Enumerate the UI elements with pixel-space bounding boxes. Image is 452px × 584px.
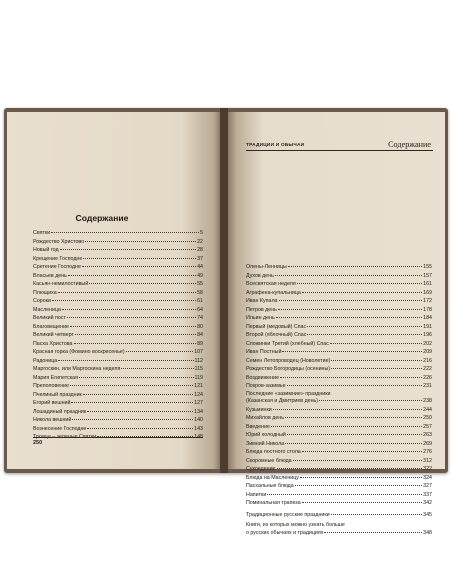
dot-leader bbox=[285, 443, 422, 444]
running-head-right: Содержание bbox=[388, 140, 431, 149]
dot-leader bbox=[87, 411, 193, 412]
dot-leader bbox=[287, 434, 422, 435]
toc-entry-page: 5 bbox=[200, 230, 203, 236]
toc-entry bbox=[246, 448, 432, 457]
dot-leader bbox=[83, 394, 193, 395]
toc-entry bbox=[33, 306, 203, 315]
toc-entry-page: 127 bbox=[194, 400, 203, 406]
toc-entry bbox=[246, 340, 432, 349]
toc-entry-page: 196 bbox=[423, 332, 432, 338]
toc-entry bbox=[246, 406, 432, 415]
dot-leader bbox=[282, 351, 422, 352]
dot-leader bbox=[307, 334, 422, 335]
toc-entry-title: Поминальная трапеза bbox=[246, 500, 301, 506]
toc-entry-page: 44 bbox=[197, 264, 203, 270]
toc-entry-page: 169 bbox=[423, 289, 432, 296]
toc-entry-title: Благовещение bbox=[33, 323, 69, 330]
dot-leader bbox=[51, 232, 199, 233]
toc-entry-page: 348 bbox=[423, 529, 432, 536]
header-rule bbox=[246, 150, 433, 151]
toc-entry-title: Радоница bbox=[33, 357, 58, 364]
toc-entry bbox=[246, 465, 432, 474]
toc-entry-page: 143 bbox=[194, 425, 203, 432]
toc-entry-page: 37 bbox=[197, 255, 203, 262]
toc-entry-title: Масленица bbox=[33, 306, 61, 313]
toc-entry bbox=[33, 425, 203, 434]
toc-entry-title-cont: о русских обычаях и традициях bbox=[246, 529, 324, 536]
dot-leader bbox=[302, 502, 422, 503]
toc-entry bbox=[246, 423, 432, 432]
dot-leader bbox=[297, 283, 422, 284]
toc-entry-title: Духов день bbox=[246, 272, 274, 279]
toc-entry-page: 342 bbox=[423, 500, 432, 506]
dot-leader bbox=[60, 249, 197, 250]
toc-entry-title: Покров-зазимье bbox=[246, 383, 286, 389]
dot-leader bbox=[287, 385, 423, 386]
dot-leader bbox=[121, 368, 193, 369]
toc-entry-title: Михайлов день bbox=[246, 415, 284, 421]
dot-leader bbox=[89, 283, 196, 284]
toc-entry-title: Второй (яблочный) Спас bbox=[246, 332, 307, 338]
toc-entry-page: 184 bbox=[423, 315, 432, 321]
book-gutter bbox=[220, 108, 228, 473]
toc-entry-page: 226 bbox=[423, 374, 432, 381]
toc-entry-title: Кузьминки bbox=[246, 406, 272, 413]
toc-entry bbox=[246, 314, 432, 323]
dot-leader bbox=[280, 377, 422, 378]
toc-entry-page: 119 bbox=[194, 374, 203, 381]
toc-entry bbox=[33, 323, 203, 332]
dot-leader bbox=[285, 417, 422, 418]
toc-entry bbox=[246, 491, 432, 500]
toc-entry bbox=[33, 357, 203, 366]
toc-entry bbox=[246, 348, 432, 357]
toc-entry-page: 28 bbox=[197, 247, 203, 253]
toc-entry-title: Крещение Господне bbox=[33, 255, 83, 262]
toc-entry-page: 250 bbox=[423, 415, 432, 421]
toc-entry bbox=[246, 365, 432, 374]
toc-entry-title: Ильин день bbox=[246, 315, 275, 321]
toc-entry-title: Плющиха bbox=[33, 289, 57, 296]
toc-entry-page: 161 bbox=[423, 281, 432, 287]
toc-entry-page: 64 bbox=[197, 306, 203, 313]
toc-entry-title: Иван Купала bbox=[246, 298, 278, 304]
toc-entry-page: 134 bbox=[194, 408, 203, 415]
dot-leader bbox=[79, 377, 194, 378]
footer-rule bbox=[33, 437, 203, 438]
toc-entry-title: Вознесение Господне bbox=[33, 425, 87, 432]
toc-entry-title: Блюда постного стола bbox=[246, 449, 301, 455]
toc-entry-page: 209 bbox=[423, 349, 432, 355]
toc-entry bbox=[33, 229, 203, 238]
toc-entry-title: Красная горка (Фомино воскресенье) bbox=[33, 349, 125, 355]
toc-entry bbox=[33, 348, 203, 357]
toc-entry-page: 178 bbox=[423, 306, 432, 313]
dot-leader bbox=[72, 419, 193, 420]
toc-entry-page: 257 bbox=[423, 423, 432, 430]
dot-leader bbox=[302, 292, 422, 293]
toc-entry-title: Сукоедение bbox=[246, 466, 276, 472]
toc-entry-title: Мария Египетская bbox=[33, 374, 78, 381]
toc-entry bbox=[33, 238, 203, 247]
running-head-left: ТРАДИЦИИ И ОБЫЧАИ bbox=[246, 143, 305, 148]
toc-entry-page: 74 bbox=[197, 315, 203, 321]
toc-entry-title: Пчелиный праздник bbox=[33, 391, 82, 398]
toc-entry bbox=[246, 414, 432, 423]
toc-entry-title: Введение bbox=[246, 423, 270, 430]
toc-entry-multiline bbox=[246, 522, 432, 537]
toc-entry-page: 124 bbox=[194, 391, 203, 398]
toc-entry-title: Великий пост bbox=[33, 315, 66, 321]
toc-entry bbox=[33, 374, 203, 383]
toc-entry bbox=[33, 314, 203, 323]
toc-entry bbox=[246, 374, 432, 383]
toc-entry-title: Традиционные русские праздники bbox=[246, 511, 330, 518]
toc-entry-page: 55 bbox=[197, 281, 203, 287]
toc-entry-title: Касьян-немилостивый bbox=[33, 281, 89, 287]
dot-leader bbox=[83, 258, 196, 259]
toc-entry-title: Пасхальные блюда bbox=[246, 483, 294, 489]
dot-leader bbox=[87, 428, 193, 429]
dot-leader bbox=[278, 309, 422, 310]
toc-entry-page: 269 bbox=[423, 440, 432, 447]
dot-leader bbox=[271, 426, 422, 427]
toc-entry-title: Воздвижение bbox=[246, 374, 279, 381]
toc-entry-title: Великий четверг bbox=[33, 332, 74, 338]
toc-entry bbox=[33, 272, 203, 281]
dot-leader bbox=[67, 317, 196, 318]
toc-entry-title: Скоромные блюда bbox=[246, 457, 292, 464]
toc-entry-title: Зимний Никола bbox=[246, 440, 285, 447]
dot-leader bbox=[319, 400, 422, 401]
dot-leader bbox=[295, 485, 422, 486]
toc-entry-title: Петров день bbox=[246, 306, 277, 313]
toc-entry bbox=[33, 246, 203, 255]
toc-entry-title: Юрий холодный bbox=[246, 432, 286, 438]
toc-entry-page: 238 bbox=[423, 398, 432, 404]
toc-entry-page: 89 bbox=[197, 340, 203, 347]
toc-entry-title: Первый (медовый) Спас bbox=[246, 323, 307, 330]
toc-entry-page: 222 bbox=[423, 366, 432, 372]
toc-entry-page: 231 bbox=[423, 383, 432, 389]
toc-entry-title: Преполовение bbox=[33, 383, 70, 389]
toc-entry-page: 324 bbox=[423, 474, 432, 481]
toc-entry bbox=[246, 474, 432, 483]
contents-title: Содержание bbox=[75, 213, 129, 223]
toc-entry-page: 22 bbox=[197, 238, 203, 245]
right-page bbox=[228, 112, 445, 536]
toc-entry bbox=[246, 431, 432, 440]
page-number: 250 bbox=[33, 440, 43, 446]
toc-entry bbox=[33, 365, 203, 374]
dot-leader bbox=[75, 334, 197, 335]
toc-entry-multiline bbox=[246, 391, 432, 406]
toc-entry bbox=[246, 357, 432, 366]
toc-entry bbox=[246, 272, 432, 281]
dot-leader bbox=[62, 309, 196, 310]
toc-entry-page: 276 bbox=[423, 449, 432, 455]
toc-entry bbox=[33, 263, 203, 272]
toc-entry-page: 157 bbox=[423, 272, 432, 279]
toc-list-right bbox=[246, 263, 432, 537]
toc-entry-title: Аграфена-купальница bbox=[246, 289, 301, 296]
toc-entry bbox=[33, 416, 203, 425]
dot-leader bbox=[58, 360, 193, 361]
toc-entry-page: 61 bbox=[197, 298, 203, 304]
toc-entry-title: Напитки bbox=[246, 491, 267, 498]
dot-leader bbox=[293, 460, 423, 461]
toc-entry-title: Семен Летопроводец (Новолетие) bbox=[246, 357, 331, 364]
toc-entry-page: 244 bbox=[423, 406, 432, 413]
toc-entry-page: 148 bbox=[194, 434, 203, 440]
toc-entry-page: 140 bbox=[194, 417, 203, 423]
open-book bbox=[4, 108, 448, 536]
toc-entry bbox=[246, 499, 432, 508]
dot-leader bbox=[302, 451, 422, 452]
toc-entry-title: Спожинки Третий (хлебный) Спас bbox=[246, 340, 329, 347]
dot-leader bbox=[330, 343, 422, 344]
toc-entry-page: 345 bbox=[423, 511, 432, 518]
toc-entry-title: Пасха Христова bbox=[33, 340, 73, 347]
toc-entry-title: Егорий вешний bbox=[33, 400, 71, 406]
toc-entry bbox=[246, 280, 432, 289]
toc-entry bbox=[246, 289, 432, 298]
toc-entry-page: 112 bbox=[194, 357, 203, 364]
toc-entry bbox=[246, 306, 432, 315]
toc-entry bbox=[246, 482, 432, 491]
dot-leader bbox=[267, 494, 422, 495]
toc-entry-title-cont: (Казанская и Дмитриев день) bbox=[246, 398, 319, 404]
toc-entry bbox=[246, 440, 432, 449]
dot-leader bbox=[71, 402, 193, 403]
dot-leader bbox=[276, 317, 422, 318]
toc-entry bbox=[246, 263, 432, 272]
toc-entry-page: 216 bbox=[423, 357, 432, 364]
toc-entry-title: Сретение Господне bbox=[33, 264, 81, 270]
toc-entry-page: 172 bbox=[423, 298, 432, 304]
toc-entry-page: 312 bbox=[423, 457, 432, 464]
toc-entry-page: 80 bbox=[197, 323, 203, 330]
dot-leader bbox=[324, 532, 422, 533]
toc-entry bbox=[246, 457, 432, 466]
toc-entry-page: 263 bbox=[423, 432, 432, 438]
toc-entry bbox=[246, 323, 432, 332]
dot-leader bbox=[82, 266, 196, 267]
dot-leader bbox=[74, 343, 197, 344]
toc-entry bbox=[33, 280, 203, 289]
toc-entry-page: 121 bbox=[194, 383, 203, 389]
toc-entry-title: Книги, из которых можно узнать больше bbox=[246, 522, 345, 528]
dot-leader bbox=[68, 275, 196, 276]
toc-list-left bbox=[33, 229, 203, 442]
toc-entry-title: Святки bbox=[33, 230, 51, 236]
dot-leader bbox=[279, 300, 423, 301]
dot-leader bbox=[273, 409, 422, 410]
toc-entry bbox=[33, 255, 203, 264]
toc-entry-title: Всесвятская неделя bbox=[246, 281, 296, 287]
left-page bbox=[7, 112, 220, 469]
dot-leader bbox=[70, 385, 193, 386]
toc-entry bbox=[246, 382, 432, 391]
toc-entry-title: Рождество Богородицы (осенины) bbox=[246, 366, 331, 372]
dot-leader bbox=[85, 241, 196, 242]
toc-entry bbox=[33, 289, 203, 298]
toc-entry-page: 155 bbox=[423, 264, 432, 270]
toc-entry-page: 191 bbox=[423, 323, 432, 330]
dot-leader bbox=[307, 326, 422, 327]
toc-entry bbox=[33, 408, 203, 417]
toc-entry bbox=[33, 331, 203, 340]
toc-entry-page: 322 bbox=[423, 466, 432, 472]
toc-entry-page: 58 bbox=[197, 289, 203, 296]
toc-entry bbox=[33, 340, 203, 349]
toc-entry bbox=[246, 297, 432, 306]
toc-entry-title: Власьев день bbox=[33, 272, 67, 279]
dot-leader bbox=[300, 477, 422, 478]
dot-leader bbox=[58, 292, 196, 293]
toc-entry-page: 49 bbox=[197, 272, 203, 279]
toc-entry-page: 337 bbox=[423, 491, 432, 498]
dot-leader bbox=[70, 326, 196, 327]
toc-entry-page: 115 bbox=[194, 366, 203, 372]
dot-leader bbox=[52, 300, 196, 301]
toc-entry bbox=[33, 382, 203, 391]
toc-entry-title: Сороки bbox=[33, 298, 51, 304]
toc-entry-page: 327 bbox=[423, 483, 432, 489]
toc-entry bbox=[33, 297, 203, 306]
toc-entry bbox=[246, 511, 432, 520]
toc-entry-title: Олены-Ленницы bbox=[246, 264, 287, 270]
toc-entry-title: Рождество Христово bbox=[33, 238, 85, 245]
dot-leader bbox=[275, 275, 422, 276]
toc-entry-page: 107 bbox=[194, 349, 203, 355]
toc-entry-title: Блюда на Масленицу bbox=[246, 474, 299, 481]
dot-leader bbox=[126, 351, 194, 352]
toc-entry-title: Последние «зазимние» праздники bbox=[246, 390, 331, 397]
dot-leader bbox=[277, 468, 423, 469]
toc-entry bbox=[33, 391, 203, 400]
toc-entry-page: 202 bbox=[423, 340, 432, 347]
dot-leader bbox=[288, 266, 422, 267]
dot-leader bbox=[331, 360, 422, 361]
dot-leader bbox=[331, 514, 423, 515]
toc-entry-title: Маргоскин, или Маргоскина неделя bbox=[33, 366, 121, 372]
toc-entry-title: Новый год bbox=[33, 247, 59, 253]
toc-entry bbox=[33, 399, 203, 408]
toc-entry-page: 84 bbox=[197, 332, 203, 338]
toc-entry-title: Иван Постный bbox=[246, 349, 282, 355]
toc-entry-title: Лошадиный праздник bbox=[33, 408, 87, 415]
dot-leader bbox=[331, 368, 422, 369]
toc-entry-title: Никола вешний bbox=[33, 417, 72, 423]
toc-entry-title: Троица – зеленые Святки bbox=[33, 434, 97, 440]
toc-entry bbox=[246, 331, 432, 340]
